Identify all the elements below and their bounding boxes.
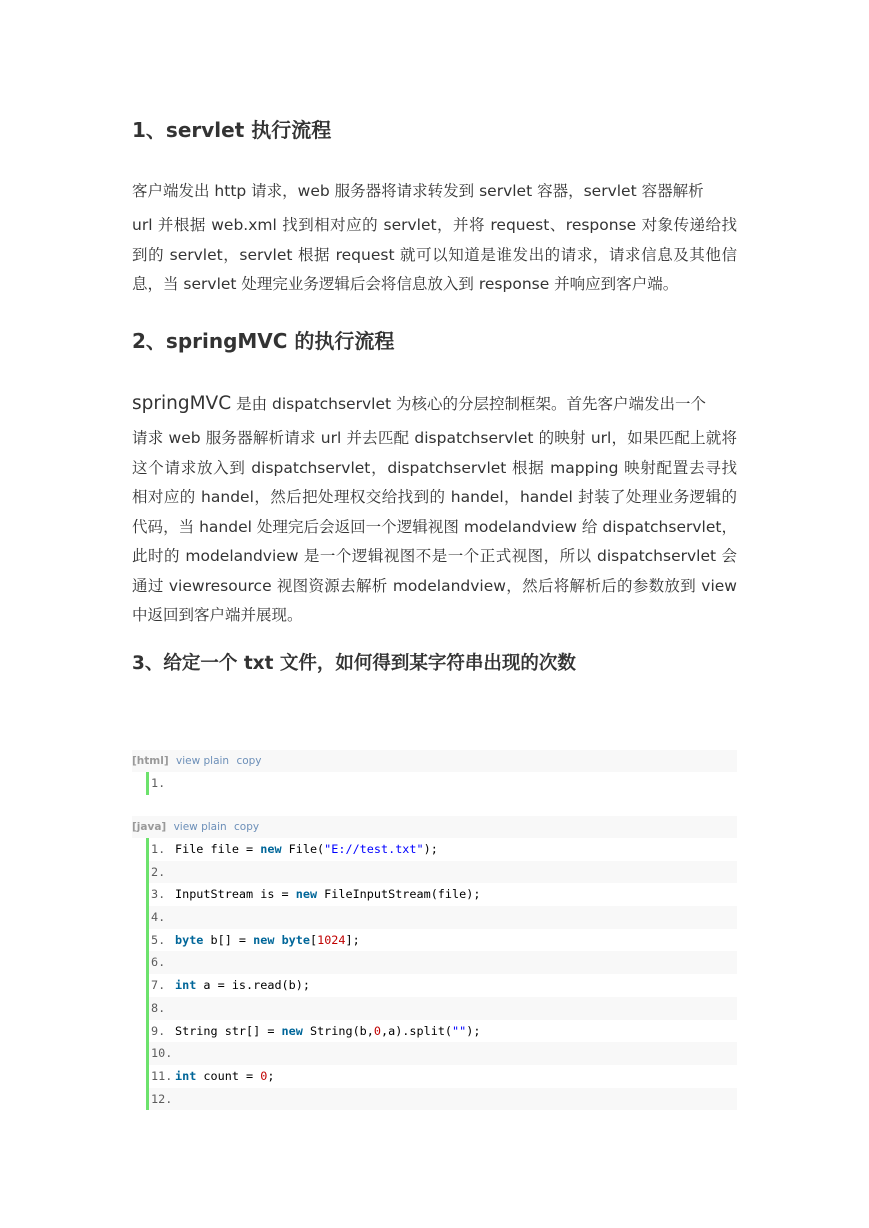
section-1-heading: 1、servlet 执行流程: [132, 118, 332, 142]
code-token: [: [309, 932, 318, 947]
line-number: 7.: [151, 978, 166, 993]
code-token: "E://test.txt": [324, 842, 424, 856]
view-plain-link[interactable]: view plain: [175, 755, 230, 767]
code-token: );: [423, 842, 438, 856]
code-line: [149, 951, 737, 974]
line-number: 9.: [151, 1023, 166, 1038]
code-line: [149, 1042, 737, 1065]
section-3-heading: 3、给定一个 txt 文件，如何得到某字符串出现的次数: [132, 653, 576, 674]
view-plain-link[interactable]: view plain: [173, 821, 227, 833]
code-block-java: [132, 816, 737, 1110]
code-toolbar-html: [132, 750, 737, 772]
line-number: 2.: [151, 864, 166, 879]
code-token: [274, 933, 281, 947]
code-token: "": [452, 1023, 467, 1038]
section-1-paragraph-line1: 客户端发出 http 请求，web 服务器将请求转发到 servlet 容器，servlet 容器解析: [132, 182, 704, 200]
code-token: byte: [175, 932, 204, 947]
line-number: 5.: [151, 932, 166, 947]
line-number: 10.: [151, 1046, 173, 1061]
code-token: );: [466, 1023, 481, 1038]
code-token: ,a).split(: [381, 1023, 453, 1038]
code-line: [149, 974, 737, 997]
code-lang-label: [java]: [132, 821, 167, 833]
copy-link[interactable]: copy: [236, 755, 262, 767]
code-line: [149, 1088, 737, 1111]
code-line: [149, 1020, 737, 1043]
code-token: new: [260, 842, 282, 856]
code-line: [149, 1065, 737, 1088]
code-lines-java: [146, 838, 737, 1110]
code-toolbar-java: [132, 816, 737, 838]
code-line: [149, 772, 737, 795]
code-token: ];: [345, 932, 360, 947]
code-line: [149, 838, 737, 861]
line-number: 12.: [151, 1091, 173, 1106]
section-2-paragraph: [132, 384, 737, 631]
line-number: 4.: [151, 910, 166, 925]
springmvc-term: springMVC: [132, 393, 232, 414]
code-token: String(b,: [302, 1023, 374, 1038]
code-token: FileInputStream(file);: [317, 887, 481, 902]
line-number: 8.: [151, 1000, 166, 1015]
section-1-paragraph-rest: url 并根据 web.xml 找到相对应的 servlet，并将 request、response 对象传递给找到的 servlet，servlet 根据 request 就可以知道是谁发出的请求，请求信息及其他信息，当 servlet 处理完业务逻辑后会将信息放入到 response 并响应到客户端。: [132, 216, 737, 293]
code-token: new: [295, 887, 318, 902]
code-token: b[] =: [203, 932, 254, 947]
code-line: [149, 906, 737, 929]
code-lang-label: [html]: [132, 755, 169, 767]
line-number: 11.: [151, 1068, 173, 1083]
code-token: File file =: [175, 842, 261, 856]
code-token: count =: [196, 1068, 261, 1083]
code-line: [149, 997, 737, 1020]
line-number: 3.: [151, 887, 166, 902]
code-token: int: [175, 978, 197, 993]
code-line: [149, 883, 737, 906]
code-token: ;: [267, 1068, 275, 1083]
line-number: 1.: [151, 776, 166, 790]
section-2-paragraph-rest: 请求 web 服务器解析请求 url 并去匹配 dispatchservlet 的映射 url，如果匹配上就将这个请求放入到 dispatchservlet，dispatchservlet 根据 mapping 映射配置去寻找相对应的 handel，然后把处理权交给找到的 handel，handel 封装了处理业务逻辑的代码，当 handel 处理完后会返回一个逻辑视图 modelandview 给 dispatchservlet，此时的 modelandview 是一个逻辑视图不是一个正式视图，所以 dispatchservlet 会通过 viewresource 视图资源去解析 modelandview，然后将解析后的参数放到 view 中返回到客户端并展现。: [132, 429, 737, 624]
code-token: a = is.read(b);: [196, 978, 310, 993]
code-token: int: [175, 1068, 197, 1083]
code-lines-html: [146, 772, 737, 795]
code-token: 1024: [317, 932, 346, 947]
section-2-paragraph-line1: [132, 384, 737, 424]
code-token: InputStream is =: [175, 887, 296, 902]
code-token: String str[] =: [175, 1023, 282, 1038]
code-token: 0: [260, 1068, 268, 1083]
code-token: new: [253, 932, 275, 947]
code-line: [149, 861, 737, 884]
section-2-heading: 2、springMVC 的执行流程: [132, 329, 395, 353]
code-token: File(: [281, 842, 325, 856]
section-1-paragraph: [132, 172, 737, 300]
copy-link[interactable]: copy: [234, 821, 260, 833]
code-token: 0: [373, 1023, 381, 1038]
code-block-html: [132, 750, 737, 795]
line-number: 1.: [151, 842, 166, 856]
line-number: 6.: [151, 955, 166, 970]
code-token: byte: [281, 932, 310, 947]
code-line: [149, 929, 737, 952]
code-token: new: [281, 1023, 303, 1038]
section-2-paragraph-line1-text: 是由 dispatchservlet 为核心的分层控制框架。首先客户端发出一个: [231, 395, 706, 413]
